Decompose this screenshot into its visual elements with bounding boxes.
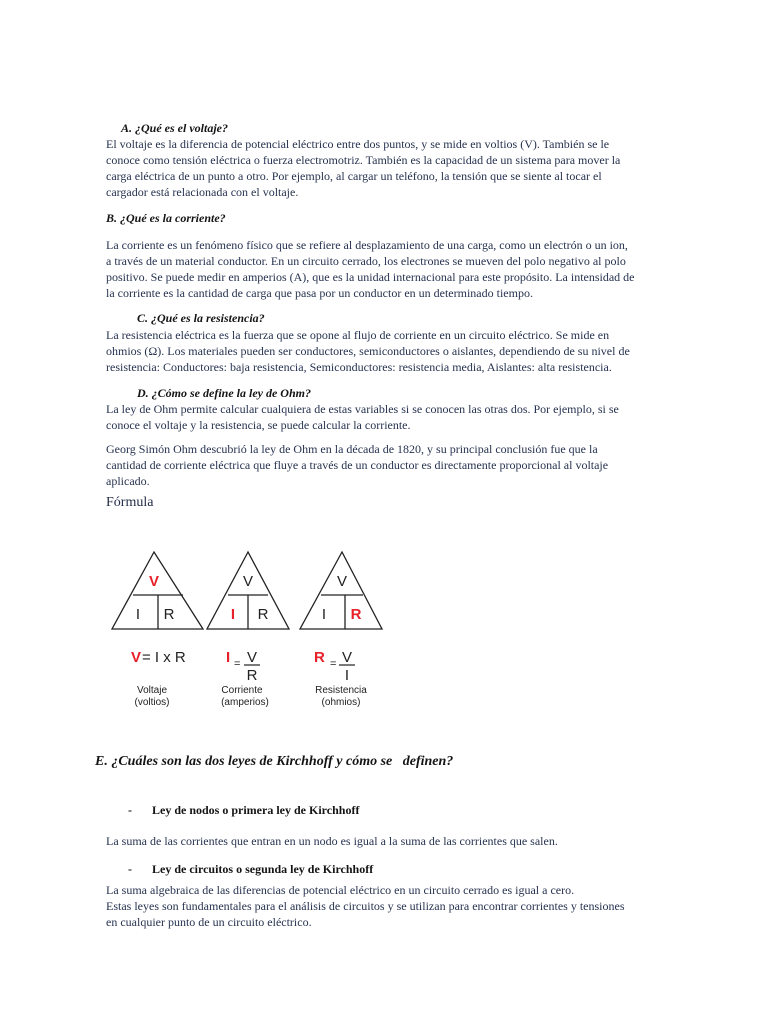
text-line: cantidad de corriente eléctrica que fluye a través de un conductor es directamente proporcional al voltaje <box>106 458 609 472</box>
text-line: resistencia: Conductores: baja resistencia, Semiconductores: resistencia media, Aislantes: alta resistencia. <box>106 360 612 374</box>
section-d-body <box>106 401 619 433</box>
caption-current-unit: (amperios) <box>221 697 269 708</box>
ohm-triangle-resistance <box>300 552 382 629</box>
triangle-2-r: R <box>257 606 269 623</box>
section-e-title: E. ¿Cuáles son las dos leyes de Kirchhoff y cómo se definen? <box>95 754 454 769</box>
formula-resistance <box>314 649 355 684</box>
text-line: a través de un material conductor. En un circuito cerrado, los electrones se mueven del polo negativo al polo <box>106 254 626 268</box>
text-line: cargador está relacionada con el voltaje. <box>106 185 299 199</box>
triangle-1-r: R <box>163 606 175 623</box>
formula-resistance-symbol: R <box>314 649 325 666</box>
text-line: conoce como tensión eléctrica o fuerza electromotriz. También es la capacidad de un sistema para mover la <box>106 153 621 167</box>
law2-title: Ley de circuitos o segunda ley de Kirchhoff <box>152 862 374 876</box>
formula-voltage <box>131 649 186 666</box>
caption-current-name: Corriente <box>221 685 263 696</box>
triangle-2-v: V <box>242 573 254 590</box>
bullet-marker-2: - <box>128 862 132 876</box>
text-line: La ley de Ohm permite calcular cualquiera de estas variables si se conocen las otras dos. Por ejemplo, si se <box>106 402 619 416</box>
ohm-law-diagram <box>100 540 400 720</box>
triangle-3-v: V <box>336 573 348 590</box>
caption-voltage-name: Voltaje <box>136 685 168 696</box>
text-line: aplicado. <box>106 474 150 488</box>
triangle-3-i: I <box>321 606 327 623</box>
law1-text: La suma de las corrientes que entran en un nodo es igual a la suma de las corrientes que salen. <box>106 834 558 848</box>
triangle-2-i: I <box>230 606 236 623</box>
text-line: La suma algebraica de las diferencias de potencial eléctrico en un circuito cerrado es igual a cero. <box>106 883 575 897</box>
formula-current <box>226 649 260 684</box>
law2-body <box>106 882 624 930</box>
text-line: ohmios (Ω). Los materiales pueden ser conductores, semiconductores o aislantes, dependiendo de su nivel de <box>106 344 630 358</box>
section-b-body <box>106 237 635 301</box>
ohm-triangle-current <box>207 552 289 629</box>
text-line: conoce el voltaje y la resistencia, se puede calcular la corriente. <box>106 418 411 432</box>
section-d-title: D. ¿Cómo se define la ley de Ohm? <box>137 386 311 400</box>
text-line: positivo. Se puede medir en amperios (A), que es la unidad internacional para este propósito. La intensidad de <box>106 270 635 284</box>
formula-resistance-denominator: I <box>344 667 350 684</box>
text-line: en cualquier punto de un circuito eléctrico. <box>106 915 312 929</box>
formula-current-symbol: I <box>226 649 231 666</box>
formula-voltage-symbol: V <box>131 649 142 666</box>
text-line: carga eléctrica de un punto a otro. Por ejemplo, al cargar un teléfono, la tensión que se siente al tocar el <box>106 169 602 183</box>
text-line: El voltaje es la diferencia de potencial eléctrico entre dos puntos, y se mide en voltios (V). También se le <box>106 137 610 151</box>
formula-current-equals: = <box>234 658 241 670</box>
section-c-title: C. ¿Qué es la resistencia? <box>137 311 265 325</box>
section-c-body <box>106 327 630 375</box>
formula-current-denominator: R <box>246 667 258 684</box>
formula-current-numerator: V <box>246 649 258 666</box>
triangle-1-v: V <box>148 573 160 590</box>
formula-voltage-expression: = I x R <box>142 649 186 666</box>
text-line: Estas leyes son fundamentales para el análisis de circuitos y se utilizan para encontrar corrientes y tensiones <box>106 899 625 913</box>
bullet-marker-1: - <box>128 803 132 817</box>
caption-resistance-name: Resistencia <box>315 685 367 696</box>
section-b-title: B. ¿Qué es la corriente? <box>106 211 226 225</box>
caption-resistance-unit: (ohmios) <box>321 697 361 708</box>
section-d-body-2 <box>106 441 608 489</box>
triangle-1-i: I <box>135 606 141 623</box>
text-line: La resistencia eléctrica es la fuerza que se opone al flujo de corriente en un circuito eléctrico. Se mide en <box>106 328 610 342</box>
formula-resistance-numerator: V <box>341 649 353 666</box>
caption-voltage-unit: (voltios) <box>134 697 170 708</box>
formula-resistance-equals: = <box>330 658 337 670</box>
ohm-triangle-voltage <box>112 552 203 629</box>
text-line: Georg Simón Ohm descubrió la ley de Ohm en la década de 1820, y su principal conclusión fue que la <box>106 442 598 456</box>
triangle-3-r: R <box>350 606 362 623</box>
text-line: La corriente es un fenómeno físico que se refiere al desplazamiento de una carga, como un electrón o un ion, <box>106 238 628 252</box>
law1-title: Ley de nodos o primera ley de Kirchhoff <box>152 803 360 817</box>
text-line: la corriente es la cantidad de carga que pasa por un conductor en un determinado tiempo. <box>106 286 533 300</box>
section-a-title: A. ¿Qué es el voltaje? <box>121 121 228 135</box>
section-a-body <box>106 136 620 200</box>
formula-label: Fórmula <box>106 495 154 510</box>
